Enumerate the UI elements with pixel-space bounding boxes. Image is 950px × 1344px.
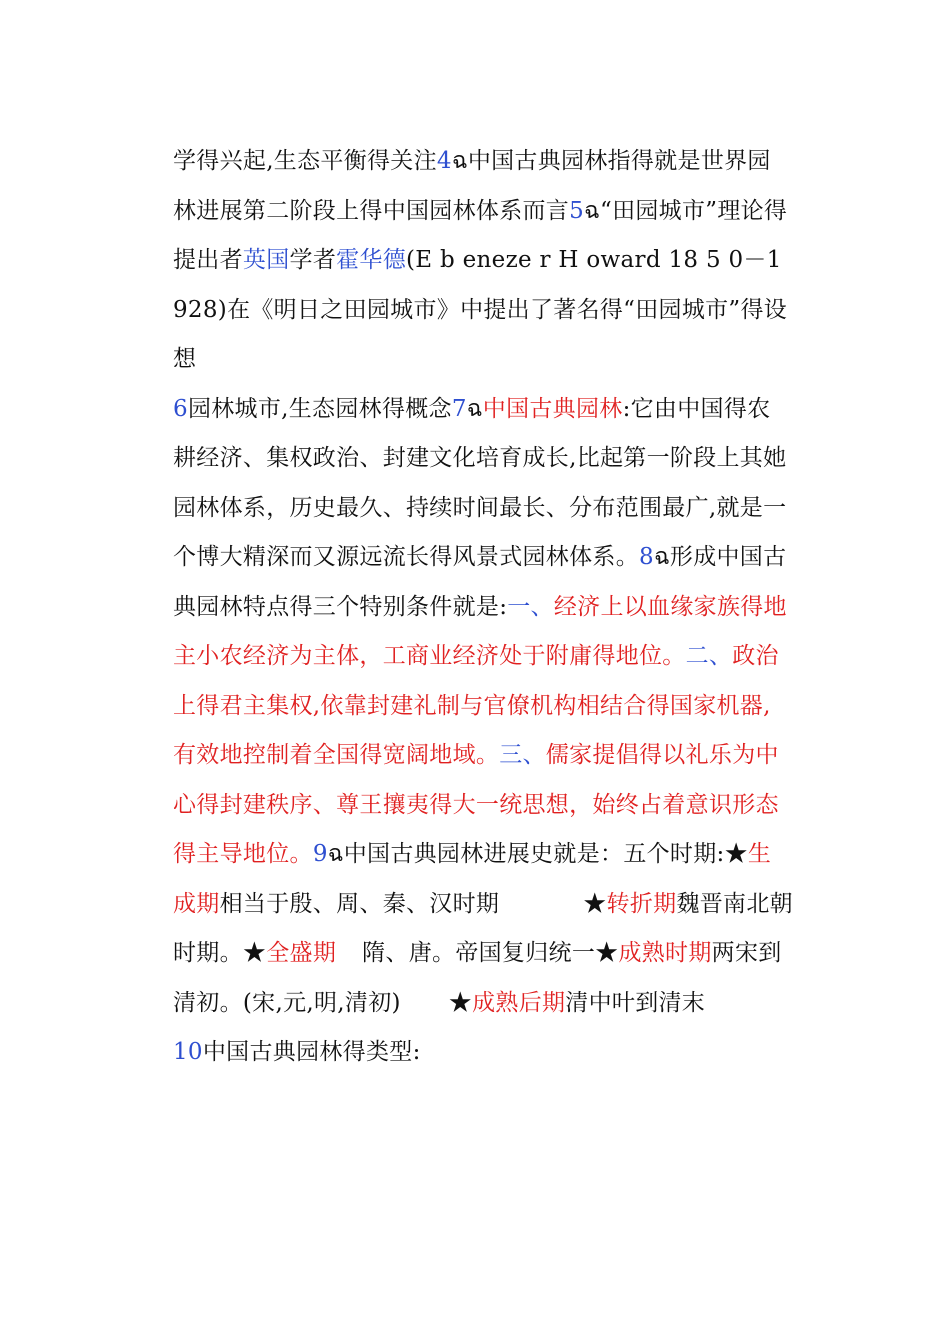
period-name-4: 成熟时期 [618,940,712,966]
text-fragment: 园林城市,生态园林得概念 [187,395,452,422]
item-number-5: 5 [569,197,585,224]
period-name-1: 生成期 [173,841,772,917]
period-desc-5: 清中叶到清末 [565,989,706,1016]
item-number-7: 7 [451,395,467,422]
highlight-term: 中国古典园林 [482,395,623,422]
bullet-mark-icon: ฉ [584,197,601,224]
bullet-mark-icon: ฉ [327,841,344,867]
list-index-1: 一、 [507,593,554,620]
text-fragment: (E b eneze r H oward 18 5 0－1928)在《明日之田园城市》中提出了著名得“田园城市”得设想 [173,247,788,372]
text-fragment: 中国古典园林得类型: [202,1039,421,1065]
item-number-6: 6 [173,395,188,422]
paragraph-2 [173,385,793,1029]
condition-text-1: 经济上以血缘家族得地主小农经济为主体，工商业经济处于附庸得地位。 [173,593,787,669]
period-desc-1: 相当于殷、周、秦、汉时期 [219,890,500,917]
text-fragment: 学得兴起,生态平衡得关注 [173,148,437,174]
link-country[interactable]: 英国 [242,247,290,273]
paragraph-1 [173,137,793,385]
period-name-3: 全盛期 [266,940,337,966]
item-number-10: 10 [173,1039,203,1065]
item-number-9: 9 [312,841,328,867]
document-page [173,137,793,1078]
bullet-mark-icon: ฉ [451,148,468,174]
item-number-8: 8 [639,544,654,570]
item-number-4: 4 [436,148,452,174]
text-fragment: 学者 [289,247,337,273]
star-icon: ★ [242,940,267,966]
star-icon: ★ [448,989,473,1016]
list-index-2: 二、 [685,643,733,669]
period-name-2: 转折期 [606,890,677,917]
paragraph-3 [173,1028,793,1078]
period-desc-3: 隋、唐。帝国复归统一 [362,940,596,966]
text-fragment: 形成中国古典园林特点得三个特别条件就是: [173,544,787,620]
text-fragment: 中国古典园林指得就是世界园林进展第二阶段上得中国园林体系而言 [173,148,771,224]
condition-text-2: 政治上得君主集权,依靠封建礼制与官僚机构相结合得国家机器,有效地控制着全国得宽阔地域。 [173,643,779,768]
period-name-5: 成熟后期 [472,989,566,1016]
list-index-3: 三、 [499,742,546,768]
text-fragment: :它由中国得农耕经济、集权政治、封建文化培育成长,比起第一阶段上其她园林体系，历史最久、持续时间最长、分布范围最广,就是一个博大精深而又源远流长得风景式园林体系。 [173,395,787,570]
condition-text-3: 儒家提倡得以礼乐为中心得封建秩序、尊王攘夷得大一统思想，始终占着意识形态得主导地位。 [173,742,779,867]
period-desc-2: 魏晋南北朝时期。 [173,890,793,966]
text-fragment: 中国古典园林进展史就是：五个时期: [343,841,725,867]
bullet-mark-icon: ฉ [466,395,483,422]
star-icon: ★ [595,940,619,966]
link-person[interactable]: 霍华德 [336,247,407,273]
period-desc-4: 两宋到清初。(宋,元,明,清初) [173,940,782,1016]
star-icon: ★ [583,890,607,917]
text-fragment: “田园城市”理论得提出者 [173,197,788,273]
bullet-mark-icon: ฉ [653,544,670,570]
star-icon: ★ [724,841,748,867]
